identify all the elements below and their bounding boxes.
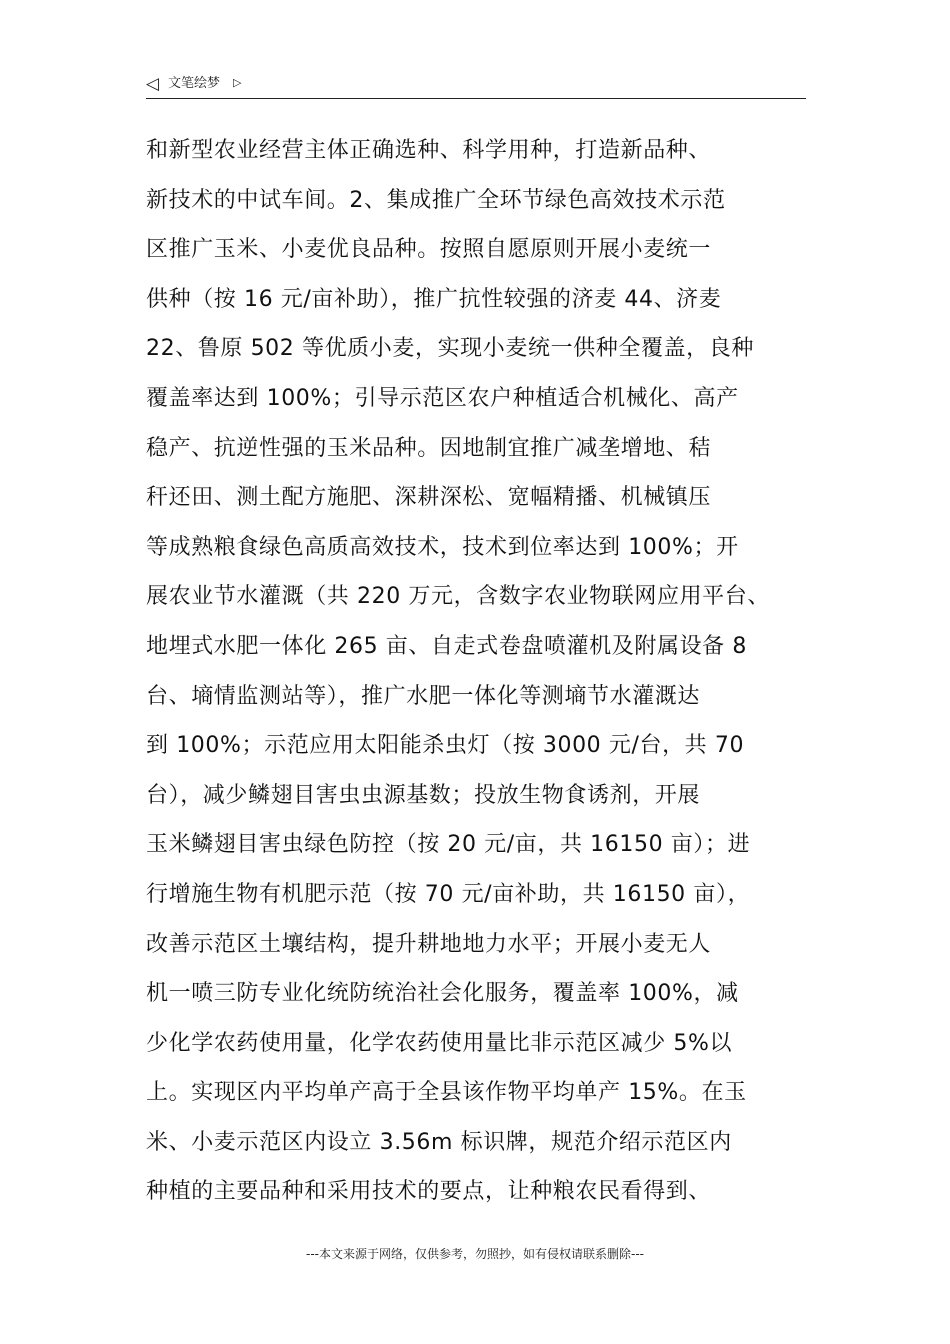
text-line: 上。实现区内平均单产高于全县该作物平均单产 15%。在玉 xyxy=(146,1080,747,1106)
text-line: 改善示范区土壤结构，提升耕地地力水平；开展小麦无人 xyxy=(146,931,712,957)
triangle-right-icon: ▷ xyxy=(233,76,242,89)
text-line: 展农业节水灌溉（共 220 万元，含数字农业物联网应用平台、 xyxy=(146,584,770,610)
text-line: 等成熟粮食绿色高质高效技术，技术到位率达到 100%；开 xyxy=(146,534,739,560)
text-line: 22、鲁原 502 等优质小麦，实现小麦统一供种全覆盖，良种 xyxy=(146,336,754,362)
text-line: 地埋式水肥一体化 265 亩、自走式卷盘喷灌机及附属设备 8 xyxy=(146,633,747,659)
text-line: 台），减少鳞翅目害虫虫源基数；投放生物食诱剂，开展 xyxy=(146,782,701,808)
text-line: 秆还田、测土配方施肥、深耕深松、宽幅精播、机械镇压 xyxy=(146,485,712,511)
text-line: 台、墒情监测站等），推广水肥一体化等测墒节水灌溉达 xyxy=(146,683,701,709)
header-title: 文笔绘梦 xyxy=(168,76,221,91)
footer-disclaimer: ---本文来源于网络，仅供参考，勿照抄，如有侵权请联系删除--- xyxy=(306,1247,644,1261)
text-line: 新技术的中试车间。2、集成推广全环节绿色高效技术示范 xyxy=(146,187,726,213)
text-line: 覆盖率达到 100%；引导示范区农户种植适合机械化、高产 xyxy=(146,385,739,411)
triangle-left-icon: ◁ xyxy=(146,74,160,94)
text-line: 区推广玉米、小麦优良品种。按照自愿原则开展小麦统一 xyxy=(146,237,712,263)
text-line: 少化学农药使用量，化学农药使用量比非示范区减少 5%以 xyxy=(146,1030,733,1056)
text-line: 玉米鳞翅目害虫绿色防控（按 20 元/亩，共 16150 亩）；进 xyxy=(146,832,751,858)
text-line: 供种（按 16 元/亩补助），推广抗性较强的济麦 44、济麦 xyxy=(146,286,722,312)
text-line: 和新型农业经营主体正确选种、科学用种，打造新品种、 xyxy=(146,138,712,163)
text-line: 米、小麦示范区内设立 3.56m 标识牌，规范介绍示范区内 xyxy=(146,1129,732,1155)
text-line: 种植的主要品种和采用技术的要点，让种粮农民看得到、 xyxy=(146,1179,712,1205)
text-line: 行增施生物有机肥示范（按 70 元/亩补助，共 16150 亩）， xyxy=(146,881,751,907)
text-line: 稳产、抗逆性强的玉米品种。因地制宜推广减垄增地、秸 xyxy=(146,435,712,461)
text-line: 机一喷三防专业化统防统治社会化服务，覆盖率 100%，减 xyxy=(146,981,739,1007)
text-line: 到 100%；示范应用太阳能杀虫灯（按 3000 元/台，共 70 xyxy=(146,733,745,759)
page-header xyxy=(146,72,806,99)
body-paragraph xyxy=(146,126,816,1217)
